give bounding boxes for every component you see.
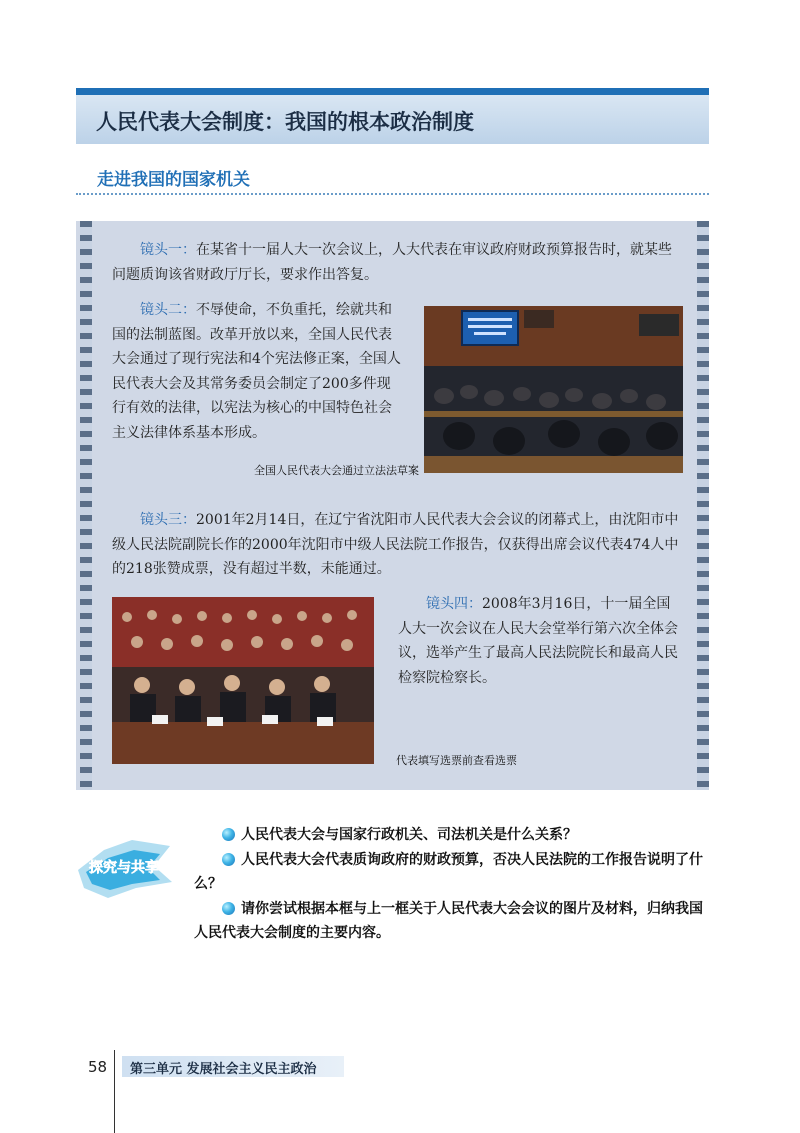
photo-caption: 全国人民代表大会通过立法法草案	[254, 464, 419, 477]
scene-3-lead: 镜头三：	[140, 512, 196, 528]
scene-4-lead: 镜头四：	[426, 596, 482, 612]
question-2-text: 人民代表大会代表质询政府的财政预算，否决人民法院的工作报告说明了什么？	[194, 852, 703, 892]
photo-npc-legislation-illustration	[424, 306, 683, 473]
scene-1-text: 在某省十一届人大一次会议上，人大代表在审议政府财政预算报告时，就某些问题质询该省财政厅厅长，要求作出答复。	[112, 242, 672, 283]
photo-npc-legislation	[424, 306, 683, 473]
explore-share-logo-art	[74, 836, 174, 900]
scene-3	[112, 508, 682, 582]
page-number: 58	[88, 1058, 108, 1076]
question-2	[194, 848, 712, 896]
question-3-text: 请你尝试根据本框与上一框关于人民代表大会会议的图片及材料，归纳我国人民代表大会制度的主要内容。	[194, 901, 703, 941]
dotted-divider	[76, 193, 709, 195]
photo-deputies-ballots-illustration	[112, 597, 374, 764]
photo-deputies-ballots	[112, 597, 374, 764]
question-3	[194, 897, 712, 945]
footer-vertical-rule	[114, 1050, 115, 1133]
scene-2-lead: 镜头二：	[140, 302, 196, 318]
scene-2-text: 不辱使命，不负重托，绘就共和国的法制蓝图。改革开放以来，全国人民代表大会通过了现行宪法和4个宪法修正案，全国人民代表大会及其常务委员会制定了200多件现行有效的法律，以宪法为核心的中国特色社会主义法律体系基本形成。	[112, 302, 401, 441]
photo-caption: 代表填写选票前查看选票	[396, 754, 517, 767]
film-perforation-left	[80, 221, 92, 790]
scene-3-text: 2001年2月14日，在辽宁省沈阳市人民代表大会会议的闭幕式上，由沈阳市中级人民法院副院长作的2000年沈阳市中级人民法院工作报告，仅获得出席会议代表474人中的218张赞成票，没有超过半数，未能通过。	[112, 512, 679, 577]
scene-2	[112, 298, 404, 445]
explore-share-logo-text: 探究与共享	[89, 860, 159, 876]
scene-4-text: 2008年3月16日，十一届全国人大一次会议在人民大会堂举行第六次全体会议，选举产生了最高人民法院院长和最高人民检察院检察长。	[398, 596, 678, 686]
question-1-text: 人民代表大会与国家行政机关、司法机关是什么关系？	[241, 827, 577, 843]
scene-1-lead: 镜头一：	[140, 242, 196, 258]
question-1	[222, 823, 712, 847]
scene-4	[398, 592, 684, 690]
film-perforation-right	[697, 221, 709, 790]
footer-unit-title: 第三单元 发展社会主义民主政治	[130, 1062, 317, 1077]
bullet-icon	[222, 853, 235, 866]
explore-share-logo	[74, 836, 174, 900]
page-title: 人民代表大会制度：我国的根本政治制度	[96, 109, 474, 134]
scene-1	[112, 238, 682, 287]
bullet-icon	[222, 828, 235, 841]
section-title: 走进我国的国家机关	[97, 170, 250, 190]
bullet-icon	[222, 902, 235, 915]
